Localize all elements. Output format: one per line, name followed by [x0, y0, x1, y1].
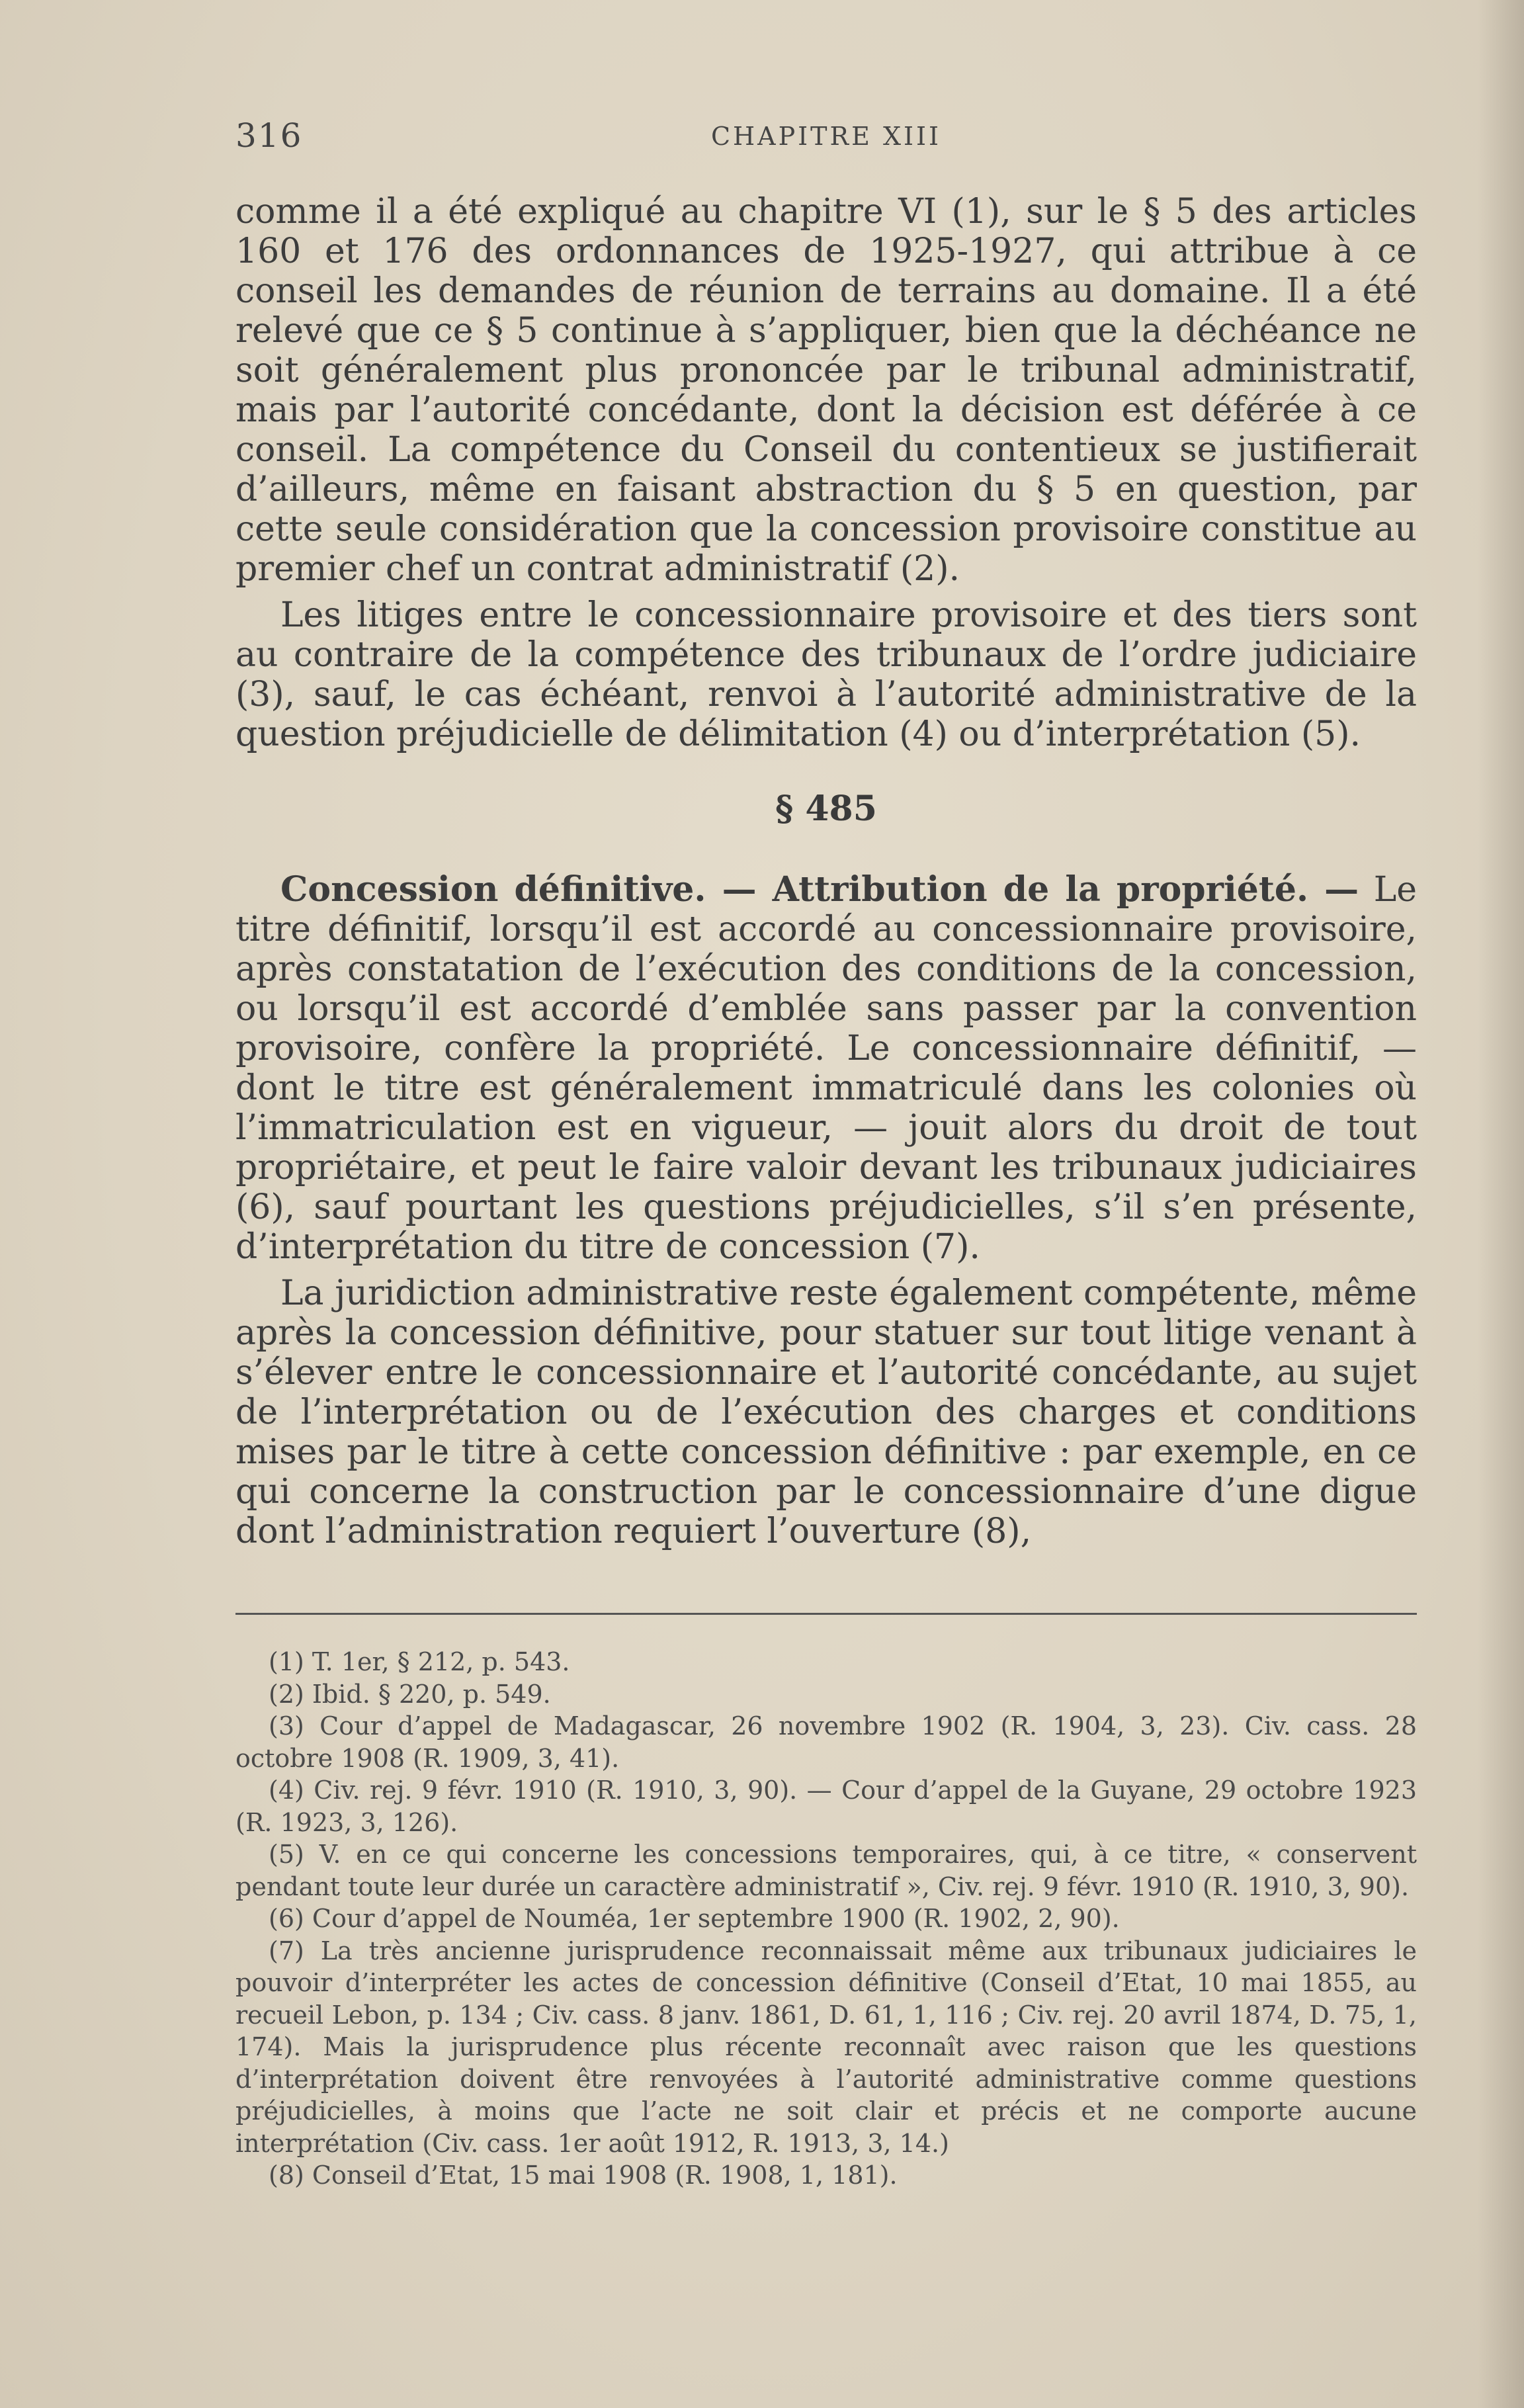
page-header: [235, 116, 1417, 163]
footnote: (2) Ibid. § 220, p. 549.: [269, 1679, 551, 1709]
paragraph-3: [235, 870, 1417, 1267]
main-text: [235, 192, 1417, 1551]
section-number: § 485: [775, 789, 877, 829]
page-number: 316: [235, 116, 303, 155]
footnote: (1) T. 1er, § 212, p. 543.: [269, 1647, 570, 1676]
footnote: (6) Cour d’appel de Nouméa, 1er septembre 1900 (R. 1902, 2, 90).: [269, 1904, 1120, 1933]
footnotes: [235, 1646, 1417, 2192]
paragraph-2: Les litiges entre le concessionnaire provisoire et des tiers sont au contraire de la compétence des tribunaux de l’ordre judiciaire (3), sauf, le cas échéant, renvoi à l’autorité administrative de la question préjudicielle de délimitation (4) ou d’interprétation (5).: [235, 595, 1417, 754]
footnote-divider: [235, 1613, 1417, 1615]
paragraph-4: La juridiction administrative reste également compétente, même après la concession définitive, pour statuer sur tout litige venant à s’élever entre le concessionnaire et l’autorité concédante, au sujet de l’interprétation ou de l’exécution des charges et conditions mises par le titre à cette concession définitive : par exemple, en ce qui concerne la construction par le concessionnaire d’une digue dont l’administration requiert l’ouverture (8),: [235, 1273, 1417, 1551]
footnote: (5) V. en ce qui concerne les concessions temporaires, qui, à ce titre, « conservent pendant toute leur durée un caractère administratif », Civ. rej. 9 févr. 1910 (R. 1910, 3, 90).: [235, 1840, 1417, 1901]
running-head: CHAPITRE XIII: [710, 122, 942, 151]
paragraph-3-text: Le titre définitif, lorsqu’il est accordé au concessionnaire provisoire, après constatation de l’exécution des conditions de la concession, ou lorsqu’il est accordé d’emblée sans passer par la convention provisoire, confère la propriété. Le concessionnaire définitif, — dont le titre est généralement immatriculé dans les colonies où l’immatriculation est en vigueur, — jouit alors du droit de tout propriétaire, et peut le faire valoir devant les tribunaux judiciaires (6), sauf pourtant les questions préjudicielles, s’il s’en présente, d’interprétation du titre de concession (7).: [235, 870, 1418, 1267]
footnote: (8) Conseil d’Etat, 15 mai 1908 (R. 1908, 1, 181).: [269, 2161, 898, 2190]
section-heading: Concession définitive. — Attribution de la propriété. —: [280, 869, 1359, 910]
paragraph-1: comme il a été expliqué au chapitre VI (1), sur le § 5 des articles 160 et 176 des ordonnances de 1925-1927, qui attribue à ce conseil les demandes de réunion de terrains au domaine. Il a été relevé que ce § 5 continue à s’appliquer, bien que la déchéance ne soit généralement plus prononcée par le tribunal administratif, mais par l’autorité concédante, dont la décision est déférée à ce conseil. La compétence du Conseil du contentieux se justifierait d’ailleurs, même en faisant abstraction du § 5 en question, par cette seule considération que la concession provisoire constitue au premier chef un contrat administratif (2).: [235, 192, 1417, 589]
footnote: (3) Cour d’appel de Madagascar, 26 novembre 1902 (R. 1904, 3, 23). Civ. cass. 28 octobre 1908 (R. 1909, 3, 41).: [235, 1711, 1417, 1773]
footnote: (4) Civ. rej. 9 févr. 1910 (R. 1910, 3, 90). — Cour d’appel de la Guyane, 29 octobre 1923 (R. 1923, 3, 126).: [235, 1776, 1417, 1837]
page-edge-shadow: [1478, 0, 1524, 2408]
footnote: (7) La très ancienne jurisprudence reconnaissait même aux tribunaux judiciaires le pouvoir d’interpréter les actes de concession définitive (Conseil d’Etat, 10 mai 1855, au recueil Lebon, p. 134 ; Civ. cass. 8 janv. 1861, D. 61, 1, 116 ; Civ. rej. 20 avril 1874, D. 75, 1, 174). Mais la jurisprudence plus récente reconnaît avec raison que les questions d’interprétation doivent être renvoyées à l’autorité administrative comme questions préjudicielles, à moins que l’acte ne soit clair et précis et ne comporte aucune interprétation (Civ. cass. 1er août 1912, R. 1913, 3, 14.): [235, 1936, 1417, 2158]
